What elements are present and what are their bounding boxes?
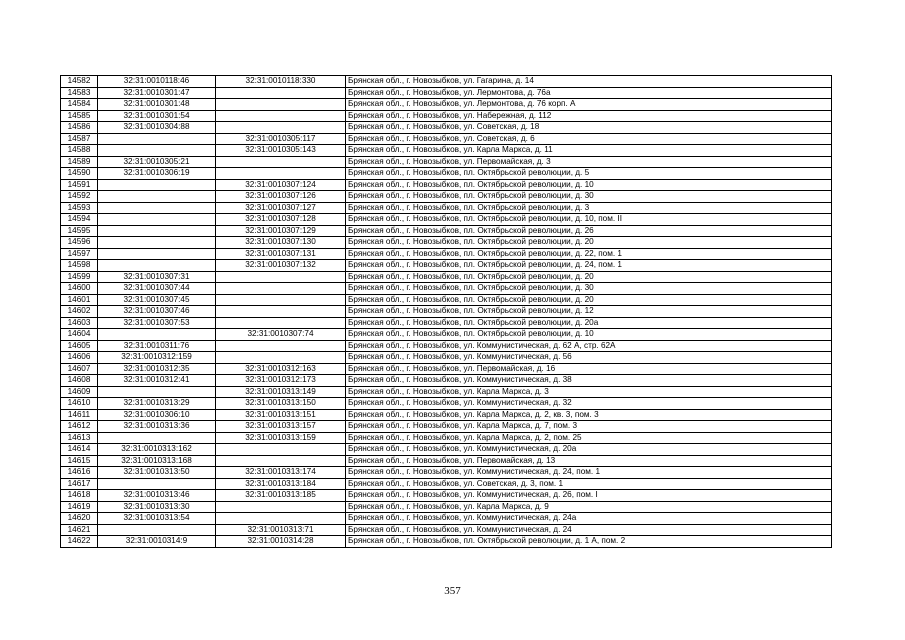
address-cell: Брянская обл., г. Новозыбков, пл. Октябрьской революции, д. 30 [346,191,832,203]
address-cell: Брянская обл., г. Новозыбков, ул. Советская, д. 18 [346,122,832,134]
address-cell: Брянская обл., г. Новозыбков, ул. Карла Маркса, д. 2, кв. 3, пом. 3 [346,409,832,421]
related-cadastral-number-cell: 32:31:0010305:117 [216,133,346,145]
cadastral-number-cell: 32:31:0010305:21 [98,156,216,168]
row-number-cell: 14582 [61,76,98,88]
row-number-cell: 14604 [61,329,98,341]
related-cadastral-number-cell [216,99,346,111]
related-cadastral-number-cell: 32:31:0010118:330 [216,76,346,88]
table-row [61,317,832,329]
cadastral-number-cell: 32:31:0010307:45 [98,294,216,306]
table-row [61,490,832,502]
row-number-cell: 14621 [61,524,98,536]
address-cell: Брянская обл., г. Новозыбков, пл. Октябрьской революции, д. 5 [346,168,832,180]
table-row [61,363,832,375]
address-cell: Брянская обл., г. Новозыбков, пл. Октябрьской революции, д. 10, пом. II [346,214,832,226]
related-cadastral-number-cell [216,156,346,168]
row-number-cell: 14620 [61,513,98,525]
table-row [61,329,832,341]
cadastral-number-cell: 32:31:0010313:50 [98,467,216,479]
related-cadastral-number-cell: 32:31:0010305:143 [216,145,346,157]
table-row [61,524,832,536]
related-cadastral-number-cell [216,340,346,352]
cadastral-number-cell: 32:31:0010312:41 [98,375,216,387]
table-row [61,409,832,421]
related-cadastral-number-cell: 32:31:0010313:159 [216,432,346,444]
address-cell: Брянская обл., г. Новозыбков, ул. Советская, д. 6 [346,133,832,145]
cadastral-number-cell [98,478,216,490]
address-cell: Брянская обл., г. Новозыбков, ул. Советская, д. 3, пом. 1 [346,478,832,490]
registry-table [60,75,832,548]
row-number-cell: 14611 [61,409,98,421]
address-cell: Брянская обл., г. Новозыбков, пл. Октябрьской революции, д. 22, пом. 1 [346,248,832,260]
cadastral-number-cell: 32:31:0010307:31 [98,271,216,283]
cadastral-number-cell [98,248,216,260]
table-row [61,478,832,490]
related-cadastral-number-cell: 32:31:0010307:132 [216,260,346,272]
related-cadastral-number-cell: 32:31:0010307:124 [216,179,346,191]
cadastral-number-cell: 32:31:0010313:54 [98,513,216,525]
table-row [61,168,832,180]
cadastral-number-cell [98,432,216,444]
related-cadastral-number-cell [216,513,346,525]
cadastral-number-cell [98,145,216,157]
table-row [61,110,832,122]
cadastral-number-cell: 32:31:0010313:168 [98,455,216,467]
related-cadastral-number-cell: 32:31:0010312:173 [216,375,346,387]
related-cadastral-number-cell: 32:31:0010313:151 [216,409,346,421]
table-row [61,179,832,191]
address-cell: Брянская обл., г. Новозыбков, ул. Карла Маркса, д. 2, пом. 25 [346,432,832,444]
related-cadastral-number-cell: 32:31:0010313:71 [216,524,346,536]
related-cadastral-number-cell: 32:31:0010313:185 [216,490,346,502]
related-cadastral-number-cell [216,271,346,283]
related-cadastral-number-cell: 32:31:0010307:127 [216,202,346,214]
table-row [61,352,832,364]
address-cell: Брянская обл., г. Новозыбков, пл. Октябрьской революции, д. 20 [346,237,832,249]
table-row [61,467,832,479]
related-cadastral-number-cell: 32:31:0010313:150 [216,398,346,410]
table-row [61,191,832,203]
row-number-cell: 14613 [61,432,98,444]
cadastral-number-cell: 32:31:0010313:36 [98,421,216,433]
related-cadastral-number-cell: 32:31:0010307:128 [216,214,346,226]
address-cell: Брянская обл., г. Новозыбков, ул. Первомайская, д. 3 [346,156,832,168]
table-row [61,513,832,525]
cadastral-number-cell [98,260,216,272]
related-cadastral-number-cell [216,110,346,122]
row-number-cell: 14616 [61,467,98,479]
address-cell: Брянская обл., г. Новозыбков, ул. Коммунистическая, д. 26, пом. I [346,490,832,502]
related-cadastral-number-cell [216,306,346,318]
table-row [61,421,832,433]
related-cadastral-number-cell [216,501,346,513]
table-row [61,145,832,157]
related-cadastral-number-cell [216,122,346,134]
address-cell: Брянская обл., г. Новозыбков, ул. Коммунистическая, д. 62 А, стр. 62А [346,340,832,352]
address-cell: Брянская обл., г. Новозыбков, пл. Октябрьской революции, д. 10 [346,329,832,341]
address-cell: Брянская обл., г. Новозыбков, ул. Первомайская, д. 13 [346,455,832,467]
row-number-cell: 14617 [61,478,98,490]
row-number-cell: 14589 [61,156,98,168]
cadastral-number-cell: 32:31:0010306:19 [98,168,216,180]
table-row [61,432,832,444]
row-number-cell: 14619 [61,501,98,513]
table-row [61,340,832,352]
address-cell: Брянская обл., г. Новозыбков, пл. Октябрьской революции, д. 20 [346,294,832,306]
cadastral-number-cell: 32:31:0010307:46 [98,306,216,318]
related-cadastral-number-cell [216,87,346,99]
table-row [61,501,832,513]
cadastral-number-cell [98,214,216,226]
row-number-cell: 14590 [61,168,98,180]
table-row [61,133,832,145]
row-number-cell: 14591 [61,179,98,191]
table-row [61,76,832,88]
row-number-cell: 14608 [61,375,98,387]
related-cadastral-number-cell: 32:31:0010307:74 [216,329,346,341]
related-cadastral-number-cell: 32:31:0010312:163 [216,363,346,375]
address-cell: Брянская обл., г. Новозыбков, пл. Октябрьской революции, д. 24, пом. 1 [346,260,832,272]
cadastral-number-cell: 32:31:0010304:88 [98,122,216,134]
address-cell: Брянская обл., г. Новозыбков, ул. Лермонтова, д. 76а [346,87,832,99]
table-row [61,87,832,99]
address-cell: Брянская обл., г. Новозыбков, пл. Октябрьской революции, д. 20 [346,271,832,283]
address-cell: Брянская обл., г. Новозыбков, ул. Карла Маркса, д. 9 [346,501,832,513]
address-cell: Брянская обл., г. Новозыбков, пл. Октябрьской революции, д. 12 [346,306,832,318]
page-number: 357 [444,585,461,597]
table-row [61,283,832,295]
row-number-cell: 14583 [61,87,98,99]
cadastral-number-cell: 32:31:0010313:30 [98,501,216,513]
related-cadastral-number-cell [216,455,346,467]
related-cadastral-number-cell: 32:31:0010307:131 [216,248,346,260]
address-cell: Брянская обл., г. Новозыбков, пл. Октябрьской революции, д. 10 [346,179,832,191]
table-row [61,225,832,237]
address-cell: Брянская обл., г. Новозыбков, ул. Коммунистическая, д. 20а [346,444,832,456]
address-cell: Брянская обл., г. Новозыбков, пл. Октябрьской революции, д. 1 А, пом. 2 [346,536,832,548]
table-row [61,202,832,214]
address-cell: Брянская обл., г. Новозыбков, ул. Коммунистическая, д. 38 [346,375,832,387]
cadastral-number-cell: 32:31:0010306:10 [98,409,216,421]
related-cadastral-number-cell: 32:31:0010307:129 [216,225,346,237]
cadastral-number-cell: 32:31:0010314:9 [98,536,216,548]
registry-table-body [61,76,832,548]
table-row [61,237,832,249]
related-cadastral-number-cell: 32:31:0010307:126 [216,191,346,203]
table-row [61,294,832,306]
address-cell: Брянская обл., г. Новозыбков, ул. Коммунистическая, д. 24 [346,524,832,536]
address-cell: Брянская обл., г. Новозыбков, ул. Набережная, д. 112 [346,110,832,122]
table-row [61,248,832,260]
row-number-cell: 14615 [61,455,98,467]
row-number-cell: 14609 [61,386,98,398]
row-number-cell: 14597 [61,248,98,260]
related-cadastral-number-cell [216,283,346,295]
table-row [61,536,832,548]
cadastral-number-cell: 32:31:0010301:47 [98,87,216,99]
address-cell: Брянская обл., г. Новозыбков, ул. Первомайская, д. 16 [346,363,832,375]
address-cell: Брянская обл., г. Новозыбков, ул. Коммунистическая, д. 24а [346,513,832,525]
table-row [61,99,832,111]
cadastral-number-cell [98,386,216,398]
row-number-cell: 14595 [61,225,98,237]
row-number-cell: 14607 [61,363,98,375]
address-cell: Брянская обл., г. Новозыбков, пл. Октябрьской революции, д. 30 [346,283,832,295]
address-cell: Брянская обл., г. Новозыбков, пл. Октябрьской революции, д. 26 [346,225,832,237]
address-cell: Брянская обл., г. Новозыбков, ул. Карла Маркса, д. 11 [346,145,832,157]
related-cadastral-number-cell: 32:31:0010313:174 [216,467,346,479]
related-cadastral-number-cell [216,317,346,329]
row-number-cell: 14586 [61,122,98,134]
row-number-cell: 14605 [61,340,98,352]
row-number-cell: 14618 [61,490,98,502]
row-number-cell: 14622 [61,536,98,548]
cadastral-number-cell: 32:31:0010307:53 [98,317,216,329]
cadastral-number-cell: 32:31:0010301:48 [98,99,216,111]
related-cadastral-number-cell [216,168,346,180]
row-number-cell: 14593 [61,202,98,214]
related-cadastral-number-cell: 32:31:0010313:157 [216,421,346,433]
cadastral-number-cell [98,133,216,145]
table-row [61,306,832,318]
address-cell: Брянская обл., г. Новозыбков, ул. Коммунистическая, д. 56 [346,352,832,364]
address-cell: Брянская обл., г. Новозыбков, пл. Октябрьской революции, д. 20а [346,317,832,329]
row-number-cell: 14599 [61,271,98,283]
cadastral-number-cell [98,329,216,341]
table-row [61,398,832,410]
row-number-cell: 14598 [61,260,98,272]
row-number-cell: 14602 [61,306,98,318]
related-cadastral-number-cell [216,352,346,364]
cadastral-number-cell: 32:31:0010301:54 [98,110,216,122]
cadastral-number-cell [98,237,216,249]
row-number-cell: 14594 [61,214,98,226]
address-cell: Брянская обл., г. Новозыбков, ул. Гагарина, д. 14 [346,76,832,88]
table-row [61,214,832,226]
cadastral-number-cell: 32:31:0010312:35 [98,363,216,375]
address-cell: Брянская обл., г. Новозыбков, ул. Коммунистическая, д. 24, пом. 1 [346,467,832,479]
address-cell: Брянская обл., г. Новозыбков, ул. Лермонтова, д. 76 корп. А [346,99,832,111]
table-row [61,444,832,456]
row-number-cell: 14612 [61,421,98,433]
row-number-cell: 14596 [61,237,98,249]
cadastral-number-cell: 32:31:0010307:44 [98,283,216,295]
related-cadastral-number-cell [216,444,346,456]
table-row [61,271,832,283]
row-number-cell: 14606 [61,352,98,364]
table-row [61,156,832,168]
table-row [61,455,832,467]
cadastral-number-cell: 32:31:0010313:162 [98,444,216,456]
table-row [61,386,832,398]
address-cell: Брянская обл., г. Новозыбков, ул. Коммунистическая, д. 32 [346,398,832,410]
row-number-cell: 14600 [61,283,98,295]
related-cadastral-number-cell: 32:31:0010314:28 [216,536,346,548]
row-number-cell: 14592 [61,191,98,203]
row-number-cell: 14601 [61,294,98,306]
cadastral-number-cell [98,179,216,191]
cadastral-number-cell: 32:31:0010311:76 [98,340,216,352]
row-number-cell: 14587 [61,133,98,145]
cadastral-number-cell: 32:31:0010118:46 [98,76,216,88]
cadastral-number-cell [98,191,216,203]
related-cadastral-number-cell: 32:31:0010313:149 [216,386,346,398]
cadastral-number-cell: 32:31:0010313:29 [98,398,216,410]
row-number-cell: 14610 [61,398,98,410]
row-number-cell: 14603 [61,317,98,329]
related-cadastral-number-cell: 32:31:0010313:184 [216,478,346,490]
cadastral-number-cell [98,202,216,214]
address-cell: Брянская обл., г. Новозыбков, ул. Карла Маркса, д. 7, пом. 3 [346,421,832,433]
table-row [61,122,832,134]
row-number-cell: 14588 [61,145,98,157]
cadastral-number-cell [98,225,216,237]
address-cell: Брянская обл., г. Новозыбков, пл. Октябрьской революции, д. 3 [346,202,832,214]
cadastral-number-cell [98,524,216,536]
row-number-cell: 14584 [61,99,98,111]
table-row [61,260,832,272]
table-row [61,375,832,387]
related-cadastral-number-cell: 32:31:0010307:130 [216,237,346,249]
cadastral-number-cell: 32:31:0010313:46 [98,490,216,502]
row-number-cell: 14585 [61,110,98,122]
address-cell: Брянская обл., г. Новозыбков, ул. Карла Маркса, д. 3 [346,386,832,398]
row-number-cell: 14614 [61,444,98,456]
related-cadastral-number-cell [216,294,346,306]
cadastral-number-cell: 32:31:0010312:159 [98,352,216,364]
